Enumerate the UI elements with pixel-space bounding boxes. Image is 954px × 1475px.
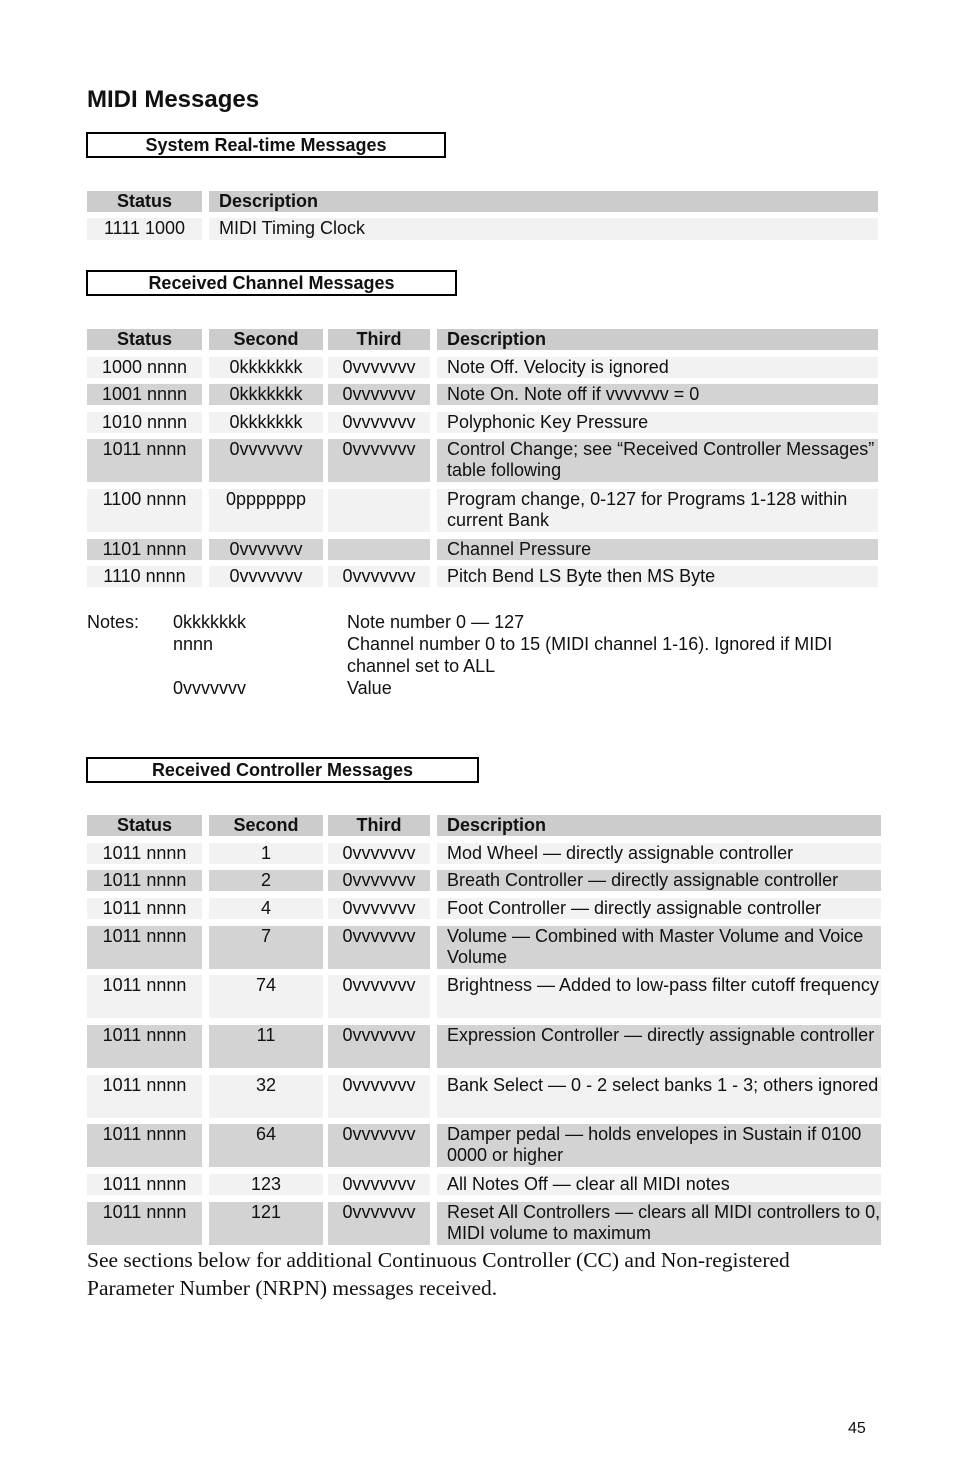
- controller-section-title: Received Controller Messages: [86, 757, 479, 783]
- header-second: Second: [209, 815, 323, 836]
- header-description: Description: [437, 329, 878, 350]
- header-status: Status: [87, 329, 202, 350]
- realtime-section-title: System Real-time Messages: [86, 132, 446, 158]
- cell-description: Note On. Note off if vvvvvvv = 0: [437, 384, 878, 405]
- note-definition: Channel number 0 to 15 (MIDI channel 1-16). Ignored if MIDI channel set to ALL: [347, 634, 833, 676]
- header-description: Description: [437, 815, 881, 836]
- channel-section-title: Received Channel Messages: [86, 270, 457, 296]
- cell-third: [328, 539, 430, 560]
- cell-description: Brightness — Added to low-pass filter cutoff frequency: [437, 975, 881, 1018]
- cell-status: 1000 nnnn: [87, 357, 202, 378]
- cell-status: 1011 nnnn: [87, 843, 202, 864]
- cell-description: All Notes Off — clear all MIDI notes: [437, 1174, 881, 1195]
- cell-status: 1101 nnnn: [87, 539, 202, 560]
- cell-description: Control Change; see “Received Controller Messages” table following: [437, 439, 878, 482]
- cell-third: 0vvvvvvv: [328, 412, 430, 433]
- cell-second: 0vvvvvvv: [209, 439, 323, 482]
- header-third: Third: [328, 815, 430, 836]
- page-title: MIDI Messages: [87, 86, 260, 113]
- cell-third: 0vvvvvvv: [328, 975, 430, 1018]
- cell-status: 1011 nnnn: [87, 1202, 202, 1245]
- cell-status: 1001 nnnn: [87, 384, 202, 405]
- cell-second: 0vvvvvvv: [209, 566, 323, 587]
- cell-description: Pitch Bend LS Byte then MS Byte: [437, 566, 878, 587]
- cell-description: Breath Controller — directly assignable controller: [437, 870, 881, 891]
- cell-description: MIDI Timing Clock: [209, 218, 878, 240]
- cell-status: 1100 nnnn: [87, 489, 202, 532]
- cell-third: 0vvvvvvv: [328, 1174, 430, 1195]
- note-definition: Note number 0 — 127: [347, 612, 525, 632]
- cell-third: 0vvvvvvv: [328, 926, 430, 969]
- cell-status: 1111 1000: [87, 218, 202, 240]
- cell-description: Bank Select — 0 - 2 select banks 1 - 3; others ignored: [437, 1075, 881, 1118]
- cell-status: 1011 nnnn: [87, 975, 202, 1018]
- cell-description: Foot Controller — directly assignable controller: [437, 898, 881, 919]
- cell-third: 0vvvvvvv: [328, 566, 430, 587]
- cell-second: 0vvvvvvv: [209, 539, 323, 560]
- cell-status: 1011 nnnn: [87, 1124, 202, 1167]
- cell-third: 0vvvvvvv: [328, 357, 430, 378]
- cell-third: 0vvvvvvv: [328, 870, 430, 891]
- cell-second: 4: [209, 898, 323, 919]
- note-term: 0kkkkkkk: [173, 612, 247, 632]
- cell-description: Mod Wheel — directly assignable controller: [437, 843, 881, 864]
- cell-status: 1011 nnnn: [87, 898, 202, 919]
- cell-description: Damper pedal — holds envelopes in Sustain if 0100 0000 or higher: [437, 1124, 881, 1167]
- cell-second: 74: [209, 975, 323, 1018]
- cell-second: 32: [209, 1075, 323, 1118]
- header-third: Third: [328, 329, 430, 350]
- page-number: 45: [848, 1420, 866, 1437]
- cell-status: 1010 nnnn: [87, 412, 202, 433]
- cell-third: 0vvvvvvv: [328, 1075, 430, 1118]
- cell-second: 2: [209, 870, 323, 891]
- cell-second: 0ppppppp: [209, 489, 323, 532]
- cell-status: 1011 nnnn: [87, 1075, 202, 1118]
- note-definition: Value: [347, 678, 392, 698]
- header-description: Description: [209, 191, 878, 212]
- cell-description: Channel Pressure: [437, 539, 878, 560]
- footer-text: See sections below for additional Continuous Controller (CC) and Non-registered Parameter Number (NRPN) messages received.: [87, 1248, 790, 1300]
- cell-second: 64: [209, 1124, 323, 1167]
- cell-second: 1: [209, 843, 323, 864]
- cell-description: Program change, 0-127 for Programs 1-128 within current Bank: [437, 489, 878, 532]
- cell-second: 0kkkkkkk: [209, 412, 323, 433]
- cell-second: 121: [209, 1202, 323, 1245]
- cell-third: 0vvvvvvv: [328, 898, 430, 919]
- cell-description: Volume — Combined with Master Volume and Voice Volume: [437, 926, 881, 969]
- cell-second: 11: [209, 1025, 323, 1068]
- cell-status: 1110 nnnn: [87, 566, 202, 587]
- header-status: Status: [87, 815, 202, 836]
- cell-description: Reset All Controllers — clears all MIDI controllers to 0, MIDI volume to maximum: [437, 1202, 881, 1245]
- cell-description: Note Off. Velocity is ignored: [437, 357, 878, 378]
- cell-status: 1011 nnnn: [87, 926, 202, 969]
- cell-status: 1011 nnnn: [87, 870, 202, 891]
- cell-third: [328, 489, 430, 532]
- cell-description: Expression Controller — directly assignable controller: [437, 1025, 881, 1068]
- cell-third: 0vvvvvvv: [328, 843, 430, 864]
- cell-status: 1011 nnnn: [87, 1025, 202, 1068]
- header-second: Second: [209, 329, 323, 350]
- note-term: nnnn: [173, 634, 214, 654]
- note-term: 0vvvvvvv: [173, 678, 247, 698]
- cell-third: 0vvvvvvv: [328, 439, 430, 482]
- cell-second: 7: [209, 926, 323, 969]
- cell-second: 0kkkkkkk: [209, 384, 323, 405]
- cell-status: 1011 nnnn: [87, 1174, 202, 1195]
- cell-third: 0vvvvvvv: [328, 1124, 430, 1167]
- cell-second: 0kkkkkkk: [209, 357, 323, 378]
- cell-status: 1011 nnnn: [87, 439, 202, 482]
- notes-label: Notes:: [87, 612, 140, 632]
- header-status: Status: [87, 191, 202, 212]
- cell-third: 0vvvvvvv: [328, 1202, 430, 1245]
- cell-description: Polyphonic Key Pressure: [437, 412, 878, 433]
- cell-second: 123: [209, 1174, 323, 1195]
- cell-third: 0vvvvvvv: [328, 1025, 430, 1068]
- cell-third: 0vvvvvvv: [328, 384, 430, 405]
